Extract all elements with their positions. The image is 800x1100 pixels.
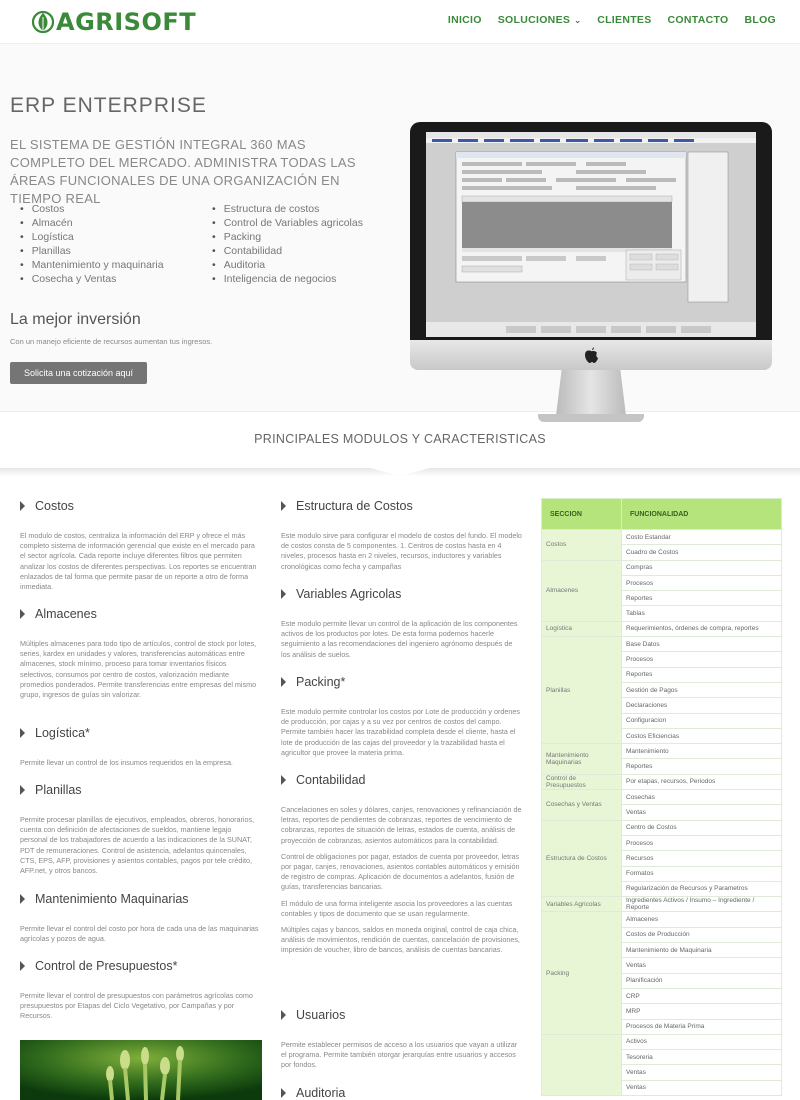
module-paragraph: Este modulo permite controlar los costos por Lote de producción y ordenes de producción, por cajas y a su vez por centros de costos del campo. Permite también hacer las trazabilidad completa desde el cliente, hasta el lote de producción de las cajas del proveedor y la trazabilidad hasta el agricultor que provee la materia prima.: [281, 707, 520, 757]
feature-item: • Contabilidad: [212, 244, 363, 258]
feature-item: • Mantenimiento y maquinaria: [20, 258, 164, 272]
module-costos: [20, 499, 260, 592]
monitor-stand: [556, 370, 626, 416]
module-heading: [281, 675, 523, 689]
feature-item: • Auditoria: [212, 258, 363, 272]
feature-item: • Control de Variables agricolas: [212, 216, 363, 230]
module-heading: [20, 892, 260, 906]
request-quote-button[interactable]: Solicita una cotización aquí: [10, 362, 147, 384]
nav-label: INICIO: [447, 14, 482, 26]
table-cell-function: CRP: [622, 988, 782, 1003]
table-cell-function: Por etapas, recursos, Periodos: [622, 774, 782, 789]
table-cell-function: Almacenes: [622, 912, 782, 927]
table-row: [542, 560, 782, 575]
module-heading: [281, 587, 523, 601]
nav-label: CONTACTO: [667, 14, 729, 26]
nav-label: CLIENTES: [597, 14, 652, 26]
module-text: [281, 805, 523, 956]
table-cell-function: Configuracion: [622, 713, 782, 728]
table-cell-function: Planificación: [622, 973, 782, 988]
table-header-row: [542, 499, 782, 530]
table-cell-function: Compras: [622, 560, 782, 575]
module-paragraph: El modulo de costos, centraliza la información del ERP y ofrece el más completo sistema de información gerencial que existe en el mercado para el sector agrícola. Cada reporte incluye diferentes filtros que permiten analizar los costos de diferentes perspectivas. Los reportes se encuentran enlazados de tal forma que permite pasar de un reporte a otro de forma inmediata.: [20, 531, 257, 592]
module-text: [20, 815, 260, 876]
table-cell-section: [542, 1034, 622, 1095]
table-cell-section: Logística: [542, 621, 622, 636]
table-row: [542, 897, 782, 912]
table-row: [542, 912, 782, 927]
table-row: [542, 744, 782, 759]
table-header-seccion: SECCION: [542, 499, 622, 530]
table-cell-section: Cosechas y Ventas: [542, 790, 622, 821]
table-cell-function: Ingredientes Activos / Insumo – Ingrediente / Reporte: [622, 897, 782, 912]
module-title: Mantenimiento Maquinarias: [35, 892, 189, 906]
monitor-base: [538, 414, 644, 422]
table-cell-function: Mantenimiento: [622, 744, 782, 759]
caret-right-icon: [20, 609, 25, 619]
feature-item: • Costos: [20, 202, 164, 216]
table-cell-function: Procesos: [622, 575, 782, 590]
table-cell-function: Base Datos: [622, 637, 782, 652]
caret-right-icon: [281, 589, 286, 599]
module-text: [20, 924, 260, 944]
module-title: Variables Agricolas: [296, 587, 402, 601]
module-heading: [281, 773, 523, 787]
module-mantenimiento: [20, 892, 260, 944]
module-paragraph: Permite llevar el control de presupuestos con parámetros agrícolas como presupuestos por Etapas del Ciclo Vegetativo, por Campañas y por Recursos.: [20, 991, 253, 1021]
module-heading: [281, 1086, 523, 1100]
table-cell-section: Variables Agricolas: [542, 897, 622, 912]
caret-right-icon: [20, 785, 25, 795]
imac-mockup: [410, 122, 772, 424]
table-cell-function: Costos de Producción: [622, 927, 782, 942]
table-row: [542, 774, 782, 789]
caret-right-icon: [281, 775, 286, 785]
table-cell-section: Planillas: [542, 637, 622, 744]
erp-screenshot: [426, 132, 756, 337]
nav-clientes[interactable]: [597, 14, 651, 26]
table-cell-function: Cuadro de Costos: [622, 545, 782, 560]
features-table: [541, 498, 782, 1096]
module-text: [20, 758, 260, 768]
invest-text: Con un manejo eficiente de recursos aumentan tus ingresos.: [10, 337, 213, 346]
table-cell-function: Ventas: [622, 1065, 782, 1080]
chevron-down-icon: ⌄: [574, 16, 582, 25]
module-title: Contabilidad: [296, 773, 366, 787]
table-cell-function: Centro de Costos: [622, 820, 782, 835]
table-cell-function: Procesos: [622, 835, 782, 850]
module-usuarios: [281, 1008, 523, 1071]
feature-item: • Cosecha y Ventas: [20, 272, 164, 286]
feature-item: • Packing: [212, 230, 363, 244]
nav-soluciones[interactable]: [498, 14, 581, 26]
module-title: Almacenes: [35, 607, 97, 621]
module-paragraph: Permite llevar el control del costo por hora de cada una de las maquinarias agrícolas y pozos de agua.: [20, 924, 259, 944]
module-heading: [20, 499, 260, 513]
table-cell-function: Formatos: [622, 866, 782, 881]
table-row: [542, 1034, 782, 1049]
module-text: [20, 531, 260, 592]
feature-item: • Inteligencia de negocios: [212, 272, 363, 286]
table-cell-function: Mantenimiento de Maquinaria: [622, 943, 782, 958]
table-cell-function: Procesos de Materia Prima: [622, 1019, 782, 1034]
table-cell-section: Mantenimiento Maquinarias: [542, 744, 622, 775]
module-heading: [20, 783, 260, 797]
apple-icon: [583, 346, 599, 364]
erp-window-graphic: [426, 132, 756, 337]
table-row: [542, 621, 782, 636]
module-contabilidad: [281, 773, 523, 956]
table-cell-function: Costos Eficiencias: [622, 728, 782, 743]
module-paragraph: Cancelaciones en soles y dólares, canjes, renovaciones y refinanciación de letras, reportes de pendientes de cobranzas, reportes de vencimiento de cobranzas, reportes de situación de letras, estados de cuenta, análisis de proyección de cobranzas, asientos automáticos para la contabilidad.: [281, 805, 522, 845]
module-title: Auditoria: [296, 1086, 346, 1100]
module-paragraph: Permite procesar planillas de ejecutivos, empleados, obreros, honorarios, cuenta con definición de afectaciones de sueldos, mantiene legajo personal de los trabajadores de acuerdo a las indicaciones de la SUNAT, PDT de remuneraciones. Control de asistencia, adelantos quincenales, CTS, EPS, AFP, provisiones y asientos contables, pagos por tele crédito, AFP.net, y otros bancos.: [20, 815, 255, 876]
module-text: [281, 531, 523, 572]
module-text: [281, 707, 523, 758]
module-title: Logística*: [35, 726, 90, 740]
logo[interactable]: [32, 8, 196, 36]
module-paragraph: Múltiples almacenes para todo tipo de artículos, control de stock por lotes, series, kardex en unidades y valores, transferencias automáticas entre almacenes, stock mínimo, proceso para tomar inventarios físicos selectivos, consumos por centro de costos, valorización mediante promedios ponderados. Permite transferencias entre empresas del mismo grupo, ingresos de guías sin valorizar.: [20, 639, 257, 700]
module-text: [20, 639, 260, 700]
table-cell-function: Recursos: [622, 851, 782, 866]
site-header: [0, 0, 800, 44]
table-row: [542, 530, 782, 545]
module-paragraph: El módulo de una forma inteligente asocia los proveedores a las cuentas contables y tipos de documento que se usan regularmente.: [281, 898, 513, 918]
table-cell-function: Reportes: [622, 591, 782, 606]
module-text: [281, 1040, 523, 1071]
module-packing: [281, 675, 523, 758]
feature-item: • Estructura de costos: [212, 202, 363, 216]
nav-contacto[interactable]: [668, 14, 729, 26]
table-row: [542, 637, 782, 652]
monitor-frame: [410, 122, 772, 340]
main-nav: [432, 14, 776, 26]
table-cell-function: Reportes: [622, 759, 782, 774]
module-auditoria: [281, 1086, 523, 1100]
module-heading: [281, 499, 523, 513]
hero-title: ERP ENTERPRISE: [10, 94, 207, 117]
nav-blog[interactable]: [744, 14, 776, 26]
module-heading: [20, 607, 260, 621]
section-title: PRINCIPALES MODULOS Y CARACTERISTICAS: [254, 432, 546, 446]
feature-list-left: [20, 202, 164, 286]
leaf-logo-icon: [32, 9, 54, 35]
table-row: [542, 820, 782, 835]
module-estructura-costos: [281, 499, 523, 572]
module-paragraph: Control de obligaciones por pagar, estados de cuenta por proveedor, letras por pagar, canjes, renovaciones, asientos contables automáticos y emisión de registro de compras. Aplicación de documentos a adelantos, fusión de guías, transferencias bancarias.: [281, 851, 520, 892]
nav-label: BLOG: [744, 14, 776, 26]
module-title: Costos: [35, 499, 74, 513]
table-body: [542, 530, 782, 1096]
caret-right-icon: [20, 501, 25, 511]
module-title: Packing*: [296, 675, 346, 689]
table-cell-function: Ventas: [622, 958, 782, 973]
table-cell-function: Tesoreria: [622, 1050, 782, 1065]
table-cell-function: Cosechas: [622, 790, 782, 805]
caret-right-icon: [281, 1010, 286, 1020]
table-cell-function: Declaraciones: [622, 698, 782, 713]
table-cell-function: Reportes: [622, 667, 782, 682]
module-paragraph: Permite establecer permisos de acceso a los usuarios que vayan a utilizar el programa. Permite también otorgar jerarquías entre usuarios y accesos por fondos.: [281, 1040, 518, 1070]
hero-subtitle: EL SISTEMA DE GESTIÓN INTEGRAL 360 MAS COMPLETO DEL MERCADO. ADMINISTRA TODAS LAS ÁREAS FUNCIONALES DE UNA ORGANIZACIÓN EN TIEMPO REAL: [10, 137, 356, 206]
module-paragraph: Permite llevar un control de los insumos requeridos en la empresa.: [20, 758, 233, 767]
module-heading: [20, 726, 260, 740]
module-logistica: [20, 726, 260, 768]
feature-item: • Logística: [20, 230, 164, 244]
module-variables-agricolas: [281, 587, 523, 660]
table-cell-function: Ventas: [622, 805, 782, 820]
caret-right-icon: [20, 728, 25, 738]
table-cell-function: Gestión de Pagos: [622, 682, 782, 697]
table-cell-function: Ventas: [622, 1080, 782, 1095]
table-cell-section: Almacenes: [542, 560, 622, 621]
module-title: Control de Presupuestos*: [35, 959, 178, 973]
feature-list-right: [212, 202, 363, 286]
table-cell-function: Requerimientos, órdenes de compra, reportes: [622, 621, 782, 636]
table-cell-function: Costo Estandar: [622, 530, 782, 545]
module-text: [20, 991, 260, 1022]
table-header-funcionalidad: FUNCIONALIDAD: [622, 499, 782, 530]
table-cell-section: Control de Presupuestos: [542, 774, 622, 789]
feature-item: • Planillas: [20, 244, 164, 258]
module-paragraph: Múltiples cajas y bancos, saldos en moneda original, control de caja chica, análisis de movimientos, rendición de cuentas, cancelación de provisiones, impresión de voucher, libro de bancos, análisis de cuentas bancarias.: [281, 925, 520, 955]
module-presupuestos: [20, 959, 260, 1022]
logo-text: AGRISOFT: [56, 8, 197, 36]
module-paragraph: Este modulo sirve para configurar el modelo de costos del fundo. El modelo de costos consta de 5 componentes. 1. Centros de costos hasta en 4 niveles, procesos hasta en 2 niveles, recursos, inductores y variables cronológicas como fecha y campañas: [281, 531, 522, 571]
module-paragraph: Este modulo permite llevar un control de la aplicación de los componentes activos de los productos por lotes. De esta forma podemos hacerle seguimiento a las recomendaciones del ingeniero agrónomo después de los análisis de suelos.: [281, 619, 518, 659]
table-cell-function: MRP: [622, 1004, 782, 1019]
asparagus-image: [20, 1040, 262, 1100]
table-cell-section: Estructura de Costos: [542, 820, 622, 896]
hero-section: [0, 44, 800, 412]
caret-right-icon: [20, 894, 25, 904]
table-cell-section: Costos: [542, 530, 622, 561]
module-title: Planillas: [35, 783, 82, 797]
table-cell-function: Tablas: [622, 606, 782, 621]
module-title: Usuarios: [296, 1008, 346, 1022]
nav-label: SOLUCIONES: [497, 14, 571, 26]
feature-item: • Almacén: [20, 216, 164, 230]
caret-right-icon: [281, 501, 286, 511]
module-heading: [20, 959, 260, 973]
table-row: [542, 790, 782, 805]
module-title: Estructura de Costos: [296, 499, 413, 513]
module-planillas: [20, 783, 260, 876]
module-heading: [281, 1008, 523, 1022]
caret-right-icon: [281, 677, 286, 687]
module-text: [281, 619, 523, 660]
caret-right-icon: [20, 961, 25, 971]
module-almacenes: [20, 607, 260, 700]
table-cell-function: Activos: [622, 1034, 782, 1049]
table-cell-function: Procesos: [622, 652, 782, 667]
invest-title: La mejor inversión: [10, 311, 141, 328]
nav-inicio[interactable]: [448, 14, 482, 26]
table-cell-function: Regularización de Recursos y Parametros: [622, 881, 782, 896]
table-cell-section: Packing: [542, 912, 622, 1034]
caret-right-icon: [281, 1088, 286, 1098]
asparagus-photo: [20, 1040, 262, 1100]
